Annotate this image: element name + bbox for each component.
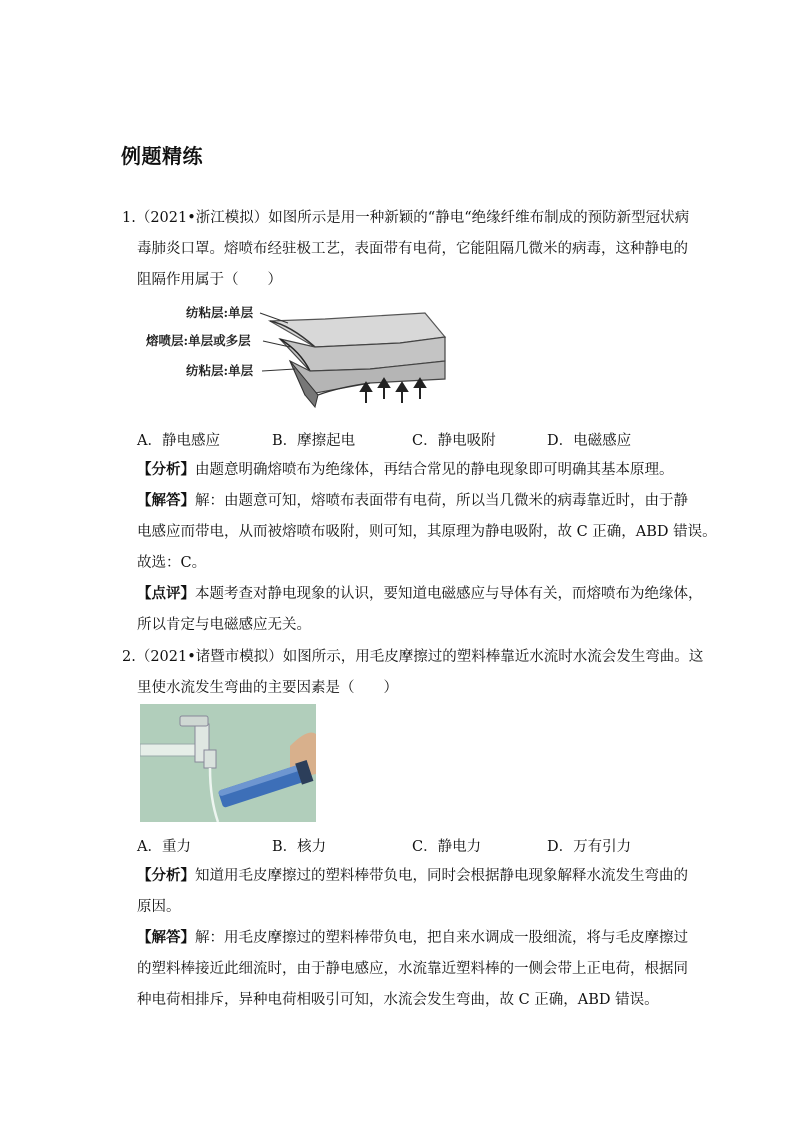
q1-comment-line-2: 所以肯定与电磁感应无关。 [137,617,311,633]
q1-stem-line-3: 阻隔作用属于（ ） [137,272,282,288]
answer-tag: 【解答】 [137,492,195,509]
q2-analysis-line-2: 原因。 [137,899,181,915]
q2-option-b: B．核力 [272,839,327,855]
q1-comment-line-1 [137,584,703,604]
q2-option-d: D．万有引力 [547,839,632,855]
q2-option-a: A．重力 [137,839,191,855]
comment-tag: 【点评】 [137,585,195,602]
q1-stem-line-1: 1.（2021•浙江模拟）如图所示是用一种新颖的“静电“绝缘纤维布制成的预防新型冠状病 [122,210,690,226]
q1-stem-line-2: 毒肺炎口罩。熔喷布经驻极工艺，表面带有电荷，它能阻隔几微米的病毒，这种静电的 [137,241,688,257]
answer-text: 解：由题意可知，熔喷布表面带有电荷，所以当几微米的病毒靠近时，由于静 [195,493,688,509]
q2-answer-line-2: 的塑料棒接近此细流时，由于静电感应，水流靠近塑料棒的一侧会带上正电荷，根据同 [137,961,688,977]
q2-answer-line-3: 种电荷相排斥，异种电荷相吸引可知，水流会发生弯曲，故 C 正确，ABD 错误。 [137,992,659,1008]
mask-layers-figure [140,299,452,411]
q1-answer-line-3: 故选：C。 [137,555,207,571]
comment-text: 本题考查对静电现象的认识，要知道电磁感应与导体有关，而熔喷布为绝缘体， [195,586,703,602]
q1-option-a: A．静电感应 [137,433,220,449]
q2-stem-line-2: 里使水流发生弯曲的主要因素是（ ） [137,680,398,696]
q1-option-d: D．电磁感应 [547,433,632,449]
answer-text: 解：用毛皮摩擦过的塑料棒带负电，把自来水调成一股细流，将与毛皮摩擦过 [195,930,688,946]
q1-answer-line-2: 电感应而带电，从而被熔喷布吸附，则可知，其原理为静电吸附，故 C 正确，ABD 错误。 [137,524,717,540]
q2-option-c: C．静电力 [412,839,482,855]
q2-analysis-line-1 [137,866,688,886]
answer-tag: 【解答】 [137,929,195,946]
q2-answer-line-1 [137,928,688,948]
q2-stem-line-1: 2.（2021•诸暨市模拟）如图所示，用毛皮摩擦过的塑料棒靠近水流时水流会发生弯曲。这 [122,649,704,665]
analysis-text: 由题意明确熔喷布为绝缘体，再结合常见的静电现象即可明确其基本原理。 [195,462,674,478]
analysis-text: 知道用毛皮摩擦过的塑料棒带负电，同时会根据静电现象解释水流发生弯曲的 [195,868,688,884]
water-stream-photo [140,704,316,822]
analysis-tag: 【分析】 [137,461,195,478]
q1-analysis [137,460,674,480]
figure-label-middle: 熔喷层:单层或多层 [146,333,251,348]
figure-label-bottom: 纺粘层:单层 [186,363,254,378]
section-title: 例题精练 [121,144,203,168]
q1-option-c: C．静电吸附 [412,433,496,449]
q1-answer-line-1 [137,491,688,511]
figure-label-top: 纺粘层:单层 [186,305,254,320]
analysis-tag: 【分析】 [137,867,195,884]
q1-option-b: B．摩擦起电 [272,433,356,449]
